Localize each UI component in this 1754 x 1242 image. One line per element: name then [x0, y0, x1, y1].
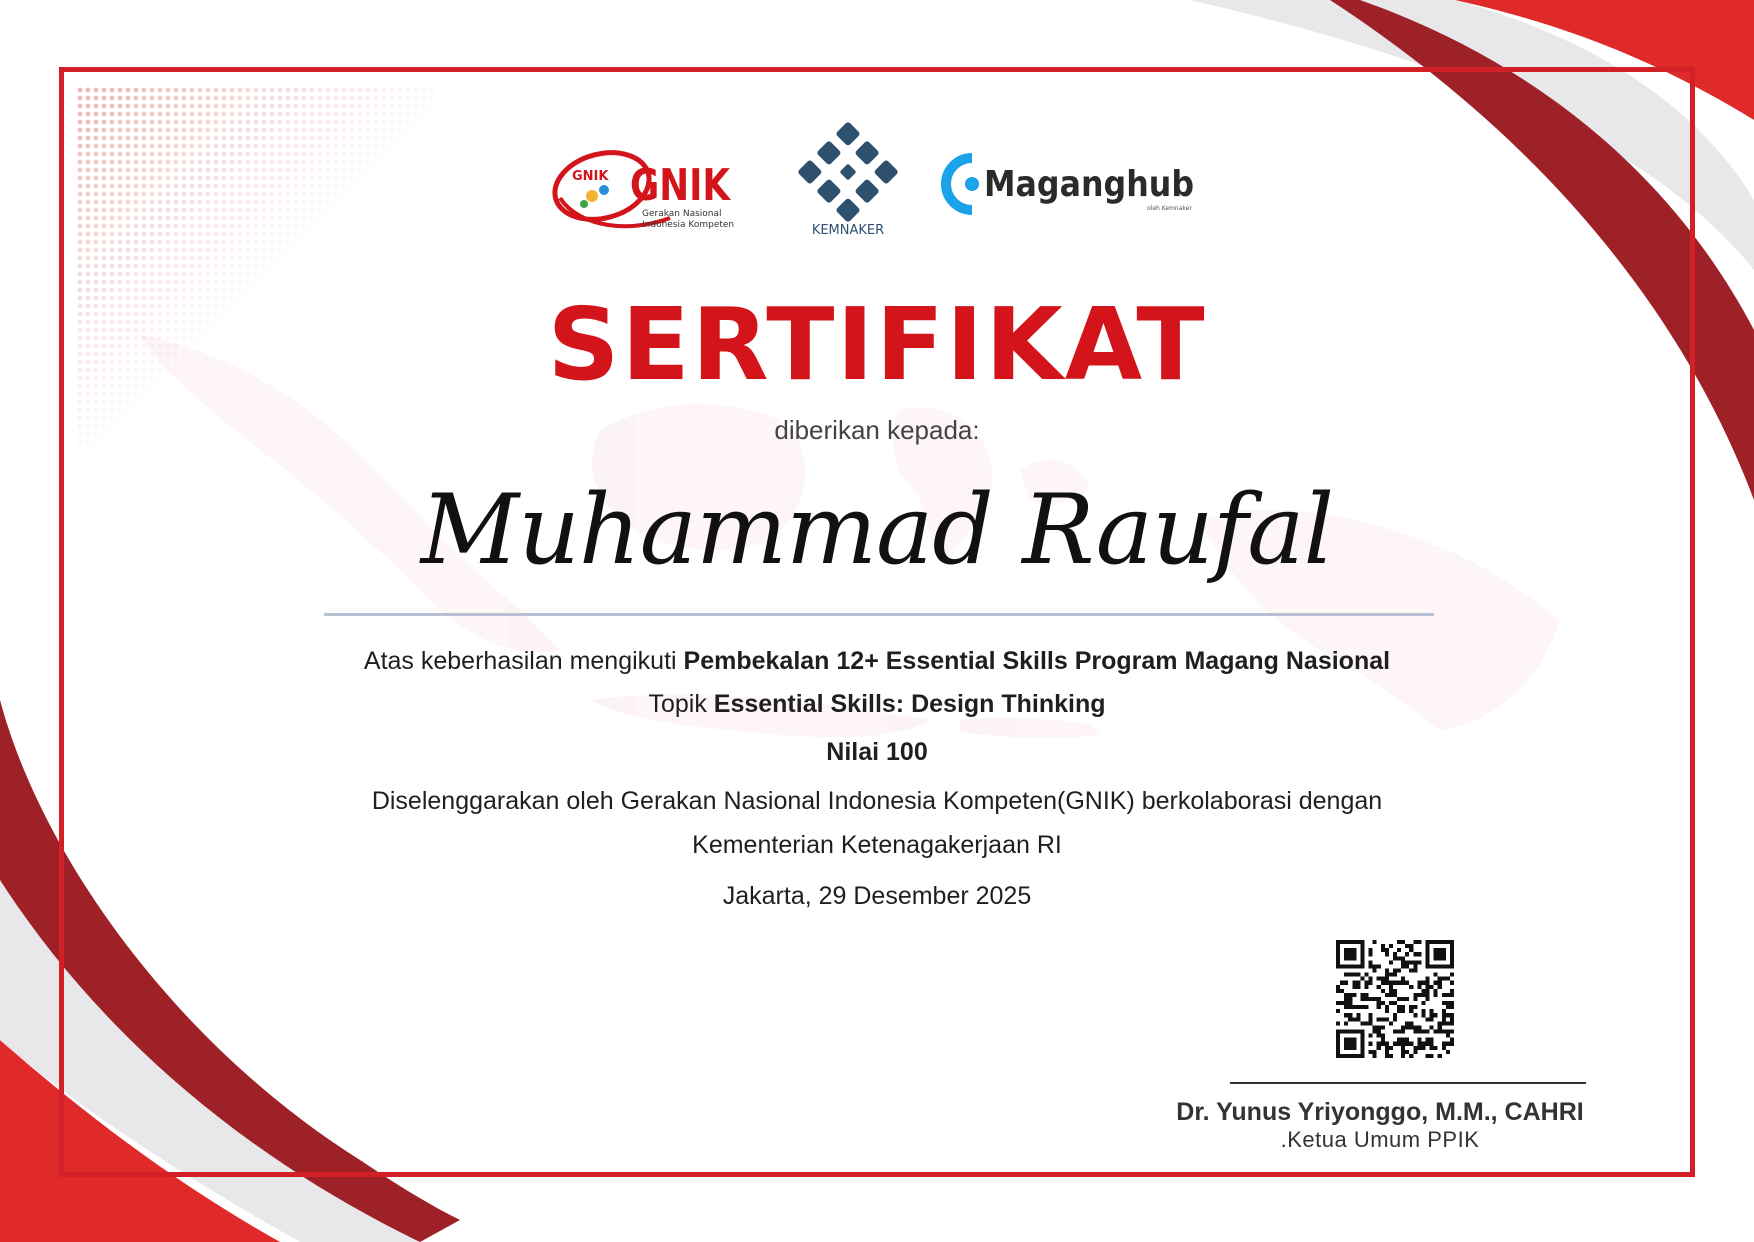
maganghub-wordmark: Maganghub — [984, 164, 1194, 205]
name-underline — [324, 613, 1434, 616]
recipient-name: Muhammad Raufal — [420, 474, 1334, 586]
topic-line — [0, 687, 1754, 721]
qr-code — [1336, 940, 1454, 1058]
achievement-prefix: Atas keberhasilan mengikuti — [363, 647, 684, 675]
achievement-line — [0, 644, 1754, 678]
signatory-name: Dr. Yunus Yriyonggo, M.M., CAHRI — [1176, 1098, 1584, 1126]
kemnaker-logo — [796, 130, 900, 240]
organizer-line-1: Diselenggarakan oleh Gerakan Nasional Indonesia Kompeten(GNIK) berkolaborasi dengan — [371, 787, 1383, 815]
place-date: Jakarta, 29 Desember 2025 — [722, 882, 1032, 910]
gnik-tagline-1: Gerakan Nasional — [642, 209, 722, 219]
maganghub-sub: oleh Kemnaker — [1147, 205, 1192, 212]
gnik-tagline-2: Indonesia Kompeten — [642, 220, 735, 230]
organizer-line-2: Kementerian Ketenagakerjaan RI — [692, 831, 1062, 859]
topic-name: Essential Skills: Design Thinking — [713, 690, 1106, 718]
kemnaker-label: KEMNAKER — [811, 223, 885, 238]
score-line — [0, 735, 1754, 769]
gnik-logo — [550, 138, 740, 238]
gnik-wordmark: GNIK — [630, 160, 732, 211]
topic-prefix: Topik — [648, 690, 714, 718]
signatory-role: .Ketua Umum PPIK — [1280, 1127, 1480, 1152]
score-value: Nilai 100 — [826, 738, 928, 766]
gnik-badge-text: GNIK — [572, 169, 609, 184]
maganghub-logo — [942, 150, 1212, 220]
certificate-title: SERTIFIKAT — [547, 286, 1207, 403]
signature-line — [1230, 1082, 1586, 1084]
given-to-label: diberikan kepada: — [774, 415, 980, 445]
program-name: Pembekalan 12+ Essential Skills Program Magang Nasional — [683, 647, 1391, 675]
